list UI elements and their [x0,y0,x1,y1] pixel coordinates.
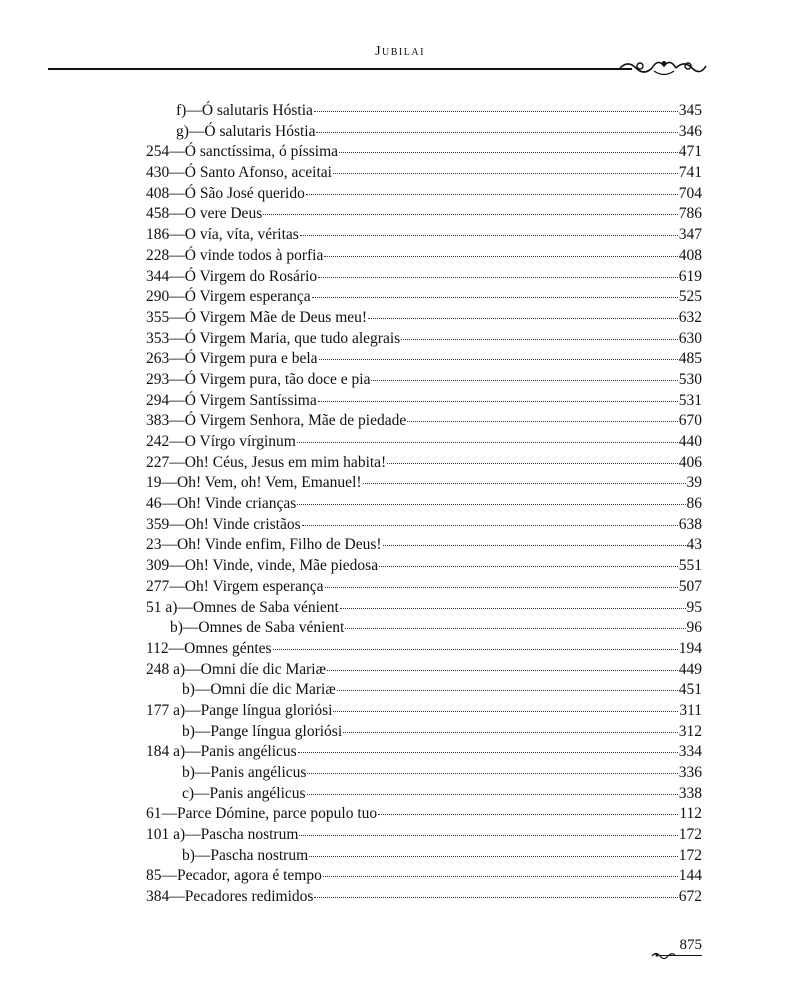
entry-page-number: 338 [678,784,702,802]
index-entry [146,391,702,412]
entry-page-number: 86 [686,495,702,513]
entry-page-number: 112 [679,805,702,823]
index-entry [146,101,702,122]
entry-title: 46—Oh! Vinde crianças [146,495,297,513]
dot-leader [324,256,677,257]
index-entry [146,308,702,329]
dot-leader [379,566,678,567]
dot-leader [314,111,678,112]
index-entry [146,846,702,867]
index-entry [146,556,702,577]
entry-page-number: 630 [678,329,702,347]
entry-page-number: 96 [686,619,702,637]
index-entry [146,598,702,619]
dot-leader [306,194,678,195]
index-entry [146,618,702,639]
entry-title: 383—Ó Virgem Senhora, Mãe de piedade [146,412,407,430]
index-entry [146,142,702,163]
entry-title: 254—Ó sanctíssima, ó píssima [146,143,339,161]
running-header-title: Jubilai [375,44,425,59]
index-entry [146,577,702,598]
entry-page-number: 172 [678,846,702,864]
entry-page-number: 406 [678,453,702,471]
index-entry [146,804,702,825]
entry-title: 408—Ó São José querido [146,184,305,202]
entry-page-number: 531 [678,391,702,409]
dot-leader [368,318,678,319]
dot-leader [401,339,678,340]
entry-page-number: 194 [678,639,702,657]
entry-title: 458—O vere Deus [146,205,263,223]
dot-leader [319,359,678,360]
entry-title: b)—Omnes de Saba vénient [170,619,345,637]
entry-page-number: 451 [678,681,702,699]
entry-title: b)—Pange língua gloriósi [182,722,343,740]
entry-page-number: 172 [678,826,702,844]
entry-page-number: 39 [686,474,702,492]
entry-title: 112—Omnes géntes [146,639,272,657]
index-list [146,101,702,908]
footer-flourish-icon [650,950,676,962]
entry-title: 227—Oh! Céus, Jesus em mim habita! [146,453,387,471]
page-number: 875 [679,937,702,953]
entry-page-number: 670 [678,412,702,430]
dot-leader [339,152,678,153]
index-entry [146,287,702,308]
entry-title: 177 a)—Pange língua gloriósi [146,701,333,719]
entry-page-number: 346 [678,122,702,140]
entry-title: 384—Pecadores redimidos [146,888,314,906]
index-entry [146,535,702,556]
entry-title: 355—Ó Virgem Mãe de Deus meu! [146,308,368,326]
entry-title: g)—Ó salutaris Hóstia [176,122,316,140]
entry-page-number: 704 [678,184,702,202]
index-entry [146,411,702,432]
dot-leader [312,297,678,298]
entry-page-number: 741 [678,164,702,182]
index-entry [146,784,702,805]
dot-leader [297,504,685,505]
dot-leader [302,525,678,526]
dot-leader [316,132,677,133]
entry-title: 309—Oh! Vinde, vinde, Mãe piedosa [146,557,379,575]
entry-title: c)—Panis angélicus [182,784,306,802]
index-entry [146,349,702,370]
index-entry [146,742,702,763]
entry-title: 51 a)—Omnes de Saba vénient [146,598,339,616]
entry-title: 293—Ó Virgem pura, tão doce e pia [146,370,371,388]
dot-leader [407,421,678,422]
index-entry [146,722,702,743]
index-entry [146,204,702,225]
dot-leader [378,814,678,815]
entry-page-number: 347 [678,226,702,244]
index-entry [146,225,702,246]
index-entry [146,680,702,701]
dot-leader [318,401,678,402]
entry-page-number: 345 [678,102,702,119]
index-entry [146,639,702,660]
entry-page-number: 525 [678,288,702,306]
entry-title: 353—Ó Virgem Maria, que tudo alegrais [146,329,401,347]
entry-title: 359—Oh! Vinde cristãos [146,515,301,533]
header-rule [48,68,632,70]
entry-page-number: 311 [679,701,702,719]
dot-leader [340,608,686,609]
entry-title: 344—Ó Virgem do Rosário [146,267,318,285]
index-entry [146,246,702,267]
entry-page-number: 632 [678,308,702,326]
entry-title: 184 a)—Panis angélicus [146,743,297,761]
dot-leader [300,235,678,236]
entry-page-number: 449 [678,660,702,678]
index-entry [146,887,702,908]
entry-title: 101 a)—Pascha nostrum [146,826,299,844]
entry-title: 242—O Vírgo vírginum [146,433,296,450]
entry-page-number: 43 [686,536,702,554]
entry-title: b)—Omni díe dic Mariæ [182,681,336,699]
dot-leader [383,545,686,546]
dot-leader [299,835,677,836]
entry-page-number: 672 [678,888,702,906]
entry-title: 263—Ó Virgem pura e bela [146,350,318,368]
dot-leader [363,483,686,484]
entry-title: 61—Parce Dómine, parce populo tuo [146,805,378,823]
entry-page-number: 530 [678,370,702,388]
index-entry [146,184,702,205]
index-entry [146,453,702,474]
entry-title: 85—Pecador, agora é tempo [146,867,322,885]
entry-title: 277—Oh! Virgem esperança [146,577,324,595]
dot-leader [333,711,678,712]
index-entry [146,329,702,350]
index-entry [146,701,702,722]
entry-title: 290—Ó Virgem esperança [146,288,311,306]
entry-page-number: 619 [678,267,702,285]
index-entry [146,515,702,536]
index-entry [146,163,702,184]
entry-title: 228—Ó vinde todos à porfia [146,246,324,264]
entry-page-number: 408 [678,246,702,264]
dot-leader [297,442,678,443]
entry-title: 294—Ó Virgem Santíssima [146,391,317,409]
dot-leader [307,794,678,795]
index-entry [146,370,702,391]
entry-title: f)—Ó salutaris Hóstia [176,102,313,119]
dot-leader [263,214,678,215]
dot-leader [387,463,678,464]
index-entry [146,473,702,494]
entry-title: 430—Ó Santo Afonso, aceitai [146,164,332,182]
dot-leader [309,856,678,857]
entry-page-number: 551 [678,557,702,575]
dot-leader [314,897,677,898]
entry-page-number: 440 [678,433,702,450]
entry-title: 19—Oh! Vem, oh! Vem, Emanuel! [146,474,362,492]
dot-leader [318,277,678,278]
index-entry [146,494,702,515]
dot-leader [371,380,677,381]
entry-title: b)—Pascha nostrum [182,846,309,864]
index-entry [146,267,702,288]
entry-page-number: 334 [678,743,702,761]
entry-page-number: 638 [678,515,702,533]
entry-page-number: 786 [678,205,702,223]
dot-leader [323,876,678,877]
dot-leader [307,773,677,774]
index-entry [146,866,702,887]
dot-leader [273,649,678,650]
dot-leader [337,690,678,691]
entry-page-number: 507 [678,577,702,595]
dot-leader [298,752,678,753]
entry-page-number: 144 [678,867,702,885]
index-entry [146,122,702,143]
entry-page-number: 471 [678,143,702,161]
index-entry [146,763,702,784]
dot-leader [333,173,678,174]
entry-page-number: 312 [678,722,702,740]
dot-leader [345,628,685,629]
entry-page-number: 95 [686,598,702,616]
entry-page-number: 485 [678,350,702,368]
dot-leader [325,587,678,588]
dot-leader [327,670,678,671]
index-entry [146,660,702,681]
index-entry [146,432,702,453]
entry-title: 248 a)—Omni díe dic Mariæ [146,660,326,678]
entry-page-number: 336 [678,764,702,781]
index-entry [146,825,702,846]
dot-leader [343,732,678,733]
entry-title: 23—Oh! Vinde enfim, Filho de Deus! [146,536,382,554]
entry-title: b)—Panis angélicus [182,764,307,781]
flourish-ornament-icon [618,56,708,78]
entry-title: 186—O vía, víta, véritas [146,226,299,244]
